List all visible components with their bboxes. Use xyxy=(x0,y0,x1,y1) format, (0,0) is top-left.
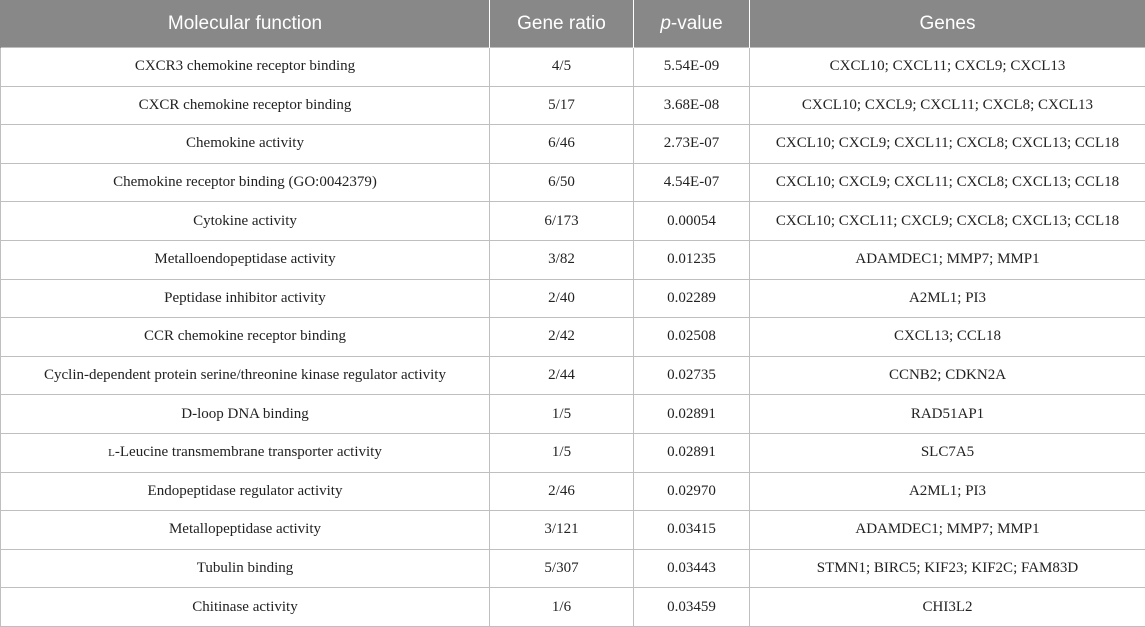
header-row xyxy=(1,0,1145,48)
cell-molecular-function: Tubulin binding xyxy=(1,549,490,588)
header-p-value-suffix: -value xyxy=(671,13,723,34)
cell-gene-ratio: 1/6 xyxy=(490,588,634,627)
cell-molecular-function: D-loop DNA binding xyxy=(1,395,490,434)
header-gene-ratio: Gene ratio xyxy=(490,0,634,48)
cell-p-value: 3.68E-08 xyxy=(634,86,750,125)
cell-molecular-function: Chemokine activity xyxy=(1,125,490,164)
function-text: -Leucine transmembrane transporter activity xyxy=(115,444,382,460)
cell-genes: CXCL13; CCL18 xyxy=(750,318,1145,357)
cell-genes: CXCL10; CXCL9; CXCL11; CXCL8; CXCL13; CCL18 xyxy=(750,125,1145,164)
cell-genes: CCNB2; CDKN2A xyxy=(750,356,1145,395)
table-row xyxy=(1,318,1145,357)
cell-gene-ratio: 6/50 xyxy=(490,163,634,202)
header-p-value-prefix: p xyxy=(660,13,671,34)
cell-molecular-function: Endopeptidase regulator activity xyxy=(1,472,490,511)
table-row xyxy=(1,472,1145,511)
cell-p-value: 0.03443 xyxy=(634,549,750,588)
cell-p-value: 0.02891 xyxy=(634,433,750,472)
cell-molecular-function: Metalloendopeptidase activity xyxy=(1,240,490,279)
cell-molecular-function: Chemokine receptor binding (GO:0042379) xyxy=(1,163,490,202)
table-row xyxy=(1,356,1145,395)
cell-genes: CHI3L2 xyxy=(750,588,1145,627)
table-row xyxy=(1,125,1145,164)
cell-gene-ratio: 5/307 xyxy=(490,549,634,588)
table-body xyxy=(1,48,1145,627)
cell-gene-ratio: 1/5 xyxy=(490,433,634,472)
cell-p-value: 0.03459 xyxy=(634,588,750,627)
cell-p-value: 5.54E-09 xyxy=(634,48,750,87)
table-row xyxy=(1,202,1145,241)
header-p-value xyxy=(634,0,750,48)
function-prefix-small-caps: l xyxy=(108,444,115,460)
header-molecular-function: Molecular function xyxy=(1,0,490,48)
cell-genes: A2ML1; PI3 xyxy=(750,279,1145,318)
table-header xyxy=(1,0,1145,48)
cell-p-value: 0.02508 xyxy=(634,318,750,357)
cell-molecular-function: Cytokine activity xyxy=(1,202,490,241)
table-row xyxy=(1,511,1145,550)
table-row xyxy=(1,588,1145,627)
table-row xyxy=(1,86,1145,125)
cell-gene-ratio: 2/40 xyxy=(490,279,634,318)
cell-p-value: 4.54E-07 xyxy=(634,163,750,202)
cell-molecular-function: Metallopeptidase activity xyxy=(1,511,490,550)
cell-gene-ratio: 2/44 xyxy=(490,356,634,395)
table-row xyxy=(1,433,1145,472)
cell-molecular-function: CXCR chemokine receptor binding xyxy=(1,86,490,125)
cell-molecular-function: CCR chemokine receptor binding xyxy=(1,318,490,357)
cell-p-value: 0.01235 xyxy=(634,240,750,279)
cell-gene-ratio: 2/46 xyxy=(490,472,634,511)
table-row xyxy=(1,48,1145,87)
cell-genes: A2ML1; PI3 xyxy=(750,472,1145,511)
cell-gene-ratio: 1/5 xyxy=(490,395,634,434)
table-row xyxy=(1,549,1145,588)
cell-p-value: 0.02891 xyxy=(634,395,750,434)
cell-gene-ratio: 4/5 xyxy=(490,48,634,87)
header-genes: Genes xyxy=(750,0,1145,48)
cell-genes: ADAMDEC1; MMP7; MMP1 xyxy=(750,240,1145,279)
cell-gene-ratio: 5/17 xyxy=(490,86,634,125)
cell-gene-ratio: 6/173 xyxy=(490,202,634,241)
cell-gene-ratio: 2/42 xyxy=(490,318,634,357)
cell-p-value: 0.02970 xyxy=(634,472,750,511)
cell-genes: STMN1; BIRC5; KIF23; KIF2C; FAM83D xyxy=(750,549,1145,588)
table-row xyxy=(1,279,1145,318)
cell-genes: ADAMDEC1; MMP7; MMP1 xyxy=(750,511,1145,550)
cell-genes: SLC7A5 xyxy=(750,433,1145,472)
table-row xyxy=(1,240,1145,279)
cell-molecular-function: Cyclin-dependent protein serine/threonine kinase regulator activity xyxy=(1,356,490,395)
table-row xyxy=(1,395,1145,434)
cell-gene-ratio: 3/121 xyxy=(490,511,634,550)
cell-gene-ratio: 3/82 xyxy=(490,240,634,279)
table-row xyxy=(1,163,1145,202)
cell-genes: CXCL10; CXCL11; CXCL9; CXCL8; CXCL13; CCL18 xyxy=(750,202,1145,241)
cell-gene-ratio: 6/46 xyxy=(490,125,634,164)
cell-genes: RAD51AP1 xyxy=(750,395,1145,434)
cell-molecular-function xyxy=(1,433,490,472)
cell-genes: CXCL10; CXCL9; CXCL11; CXCL8; CXCL13; CCL18 xyxy=(750,163,1145,202)
cell-genes: CXCL10; CXCL9; CXCL11; CXCL8; CXCL13 xyxy=(750,86,1145,125)
cell-p-value: 0.02735 xyxy=(634,356,750,395)
cell-molecular-function: CXCR3 chemokine receptor binding xyxy=(1,48,490,87)
cell-p-value: 0.03415 xyxy=(634,511,750,550)
cell-p-value: 0.00054 xyxy=(634,202,750,241)
cell-molecular-function: Peptidase inhibitor activity xyxy=(1,279,490,318)
cell-genes: CXCL10; CXCL11; CXCL9; CXCL13 xyxy=(750,48,1145,87)
cell-p-value: 2.73E-07 xyxy=(634,125,750,164)
cell-molecular-function: Chitinase activity xyxy=(1,588,490,627)
cell-p-value: 0.02289 xyxy=(634,279,750,318)
